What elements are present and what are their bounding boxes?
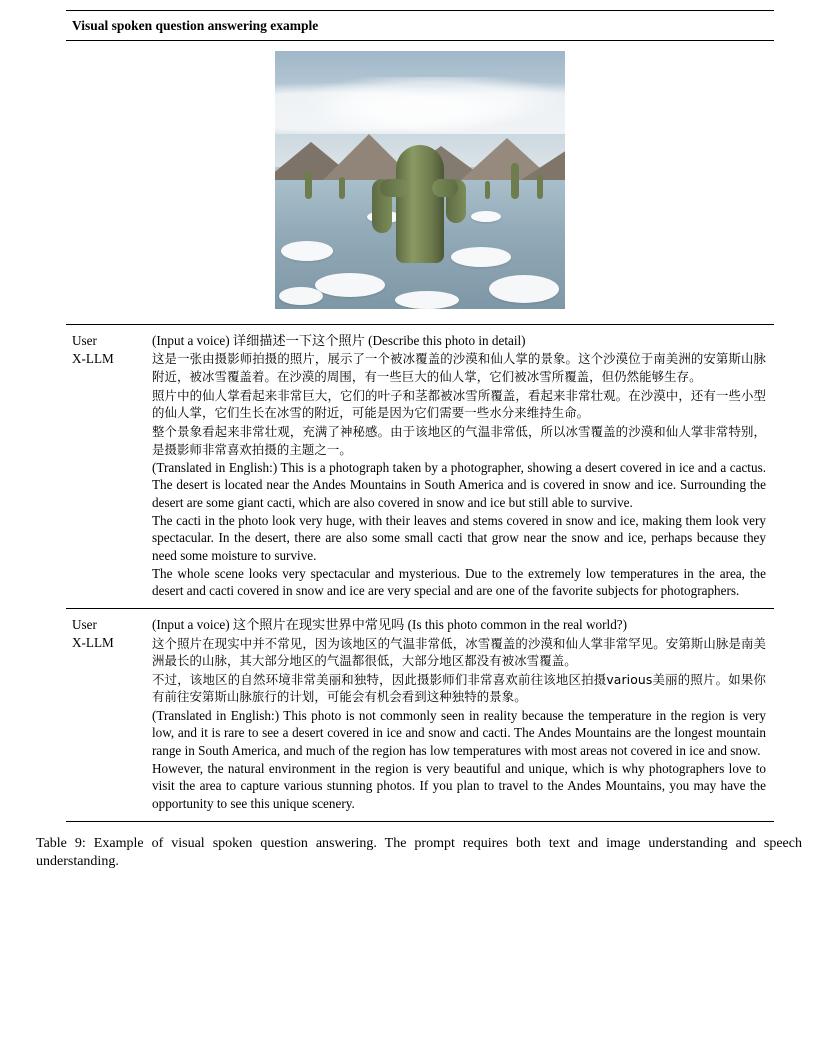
dialogue-turn <box>66 325 774 608</box>
salt-patch <box>489 275 559 303</box>
turn-content <box>152 332 774 600</box>
speaker-column <box>66 332 152 367</box>
speaker-user-label: User <box>72 333 97 349</box>
speaker-model-label: X-LLM <box>72 350 114 366</box>
user-utterance: (Input a voice) 详细描述一下这个照片 (Describe this photo in detail) <box>152 333 526 349</box>
translation-paragraph: However, the natural environment in the region is very beautiful and unique, which is why photographers love to visit the area to capture various stunning photos. If you plan to travel to the Andes Mountains, you may have the opportunity to see this unique scenery. <box>152 760 766 811</box>
table-header-title: Visual spoken question answering example <box>72 18 319 33</box>
speaker-user-label: User <box>72 617 97 633</box>
model-paragraph: 这个照片在现实中并不常见，因为该地区的气温非常低，冰雪覆盖的沙漠和仙人掌非常罕见。安第斯山脉是南美洲最长的山脉，其大部分地区的气温都很低，大部分地区都没有被冰雪覆盖。 <box>152 635 766 669</box>
dialogue-turn <box>66 609 774 820</box>
table-bottom-rule <box>66 821 774 822</box>
speaker-column <box>66 616 152 651</box>
turn-content <box>152 616 774 812</box>
translation-paragraph: (Translated in English:) This photo is not commonly seen in reality because the temperature in the region is very low, and it is rare to see a desert covered in ice and snow and cacti. The Andes Mountains are the longest mountain range in South America, and much of the region has low temperatures with most areas not covered in ice and snow. <box>152 708 766 758</box>
small-cactus <box>485 181 490 199</box>
model-paragraph: 不过，该地区的自然环境非常美丽和独特，因此摄影师们非常喜欢前往该地区拍摄various美丽的照片。如果你有前往安第斯山脉旅行的计划，可能会有机会看到这种独特的景象。 <box>152 671 766 705</box>
model-paragraph: 这是一张由摄影师拍摄的照片，展示了一个被冰覆盖的沙漠和仙人掌的景象。这个沙漠位于南美洲的安第斯山脉附近，被冰雪覆盖着。在沙漠的周围，有一些巨大的仙人掌，它们被冰雪所覆盖，但仍然能够生存。 <box>152 351 766 385</box>
translation-paragraph: The cacti in the photo look very huge, with their leaves and stems covered in snow and ice, making them look very spectacular. In the desert, there are also some small cacti that grow near the snow and ice, perhaps because they need some moisture to survive. <box>152 512 766 563</box>
small-cactus <box>537 175 543 199</box>
mountain-peak <box>521 150 565 180</box>
translation-paragraph: The whole scene looks very spectacular and mysterious. Due to the extremely low temperatures in the area, the desert and cacti covered in snow and ice are very special and are one of the favorite subjects for photographers. <box>152 565 766 599</box>
user-utterance: (Input a voice) 这个照片在现实世界中常见吗 (Is this photo common in the real world?) <box>152 617 628 633</box>
cactus-arm-right <box>446 179 466 223</box>
small-cactus <box>339 177 345 199</box>
speaker-model-label: X-LLM <box>72 634 114 650</box>
clouds <box>275 77 565 134</box>
example-table <box>66 10 774 822</box>
small-cactus <box>511 163 519 199</box>
model-paragraph: 整个景象看起来非常壮观，充满了神秘感。由于该地区的气温非常低，所以冰雪覆盖的沙漠和仙人掌非常特别，是摄影师非常喜欢拍摄的主题之一。 <box>152 423 766 457</box>
small-cactus <box>305 171 312 199</box>
main-cactus <box>396 145 444 263</box>
cactus-in-snowy-desert-photo <box>275 51 565 309</box>
table-caption: Table 9: Example of visual spoken question answering. The prompt requires both text and image understanding and speech understanding. <box>36 835 802 869</box>
cactus-arm-left <box>372 179 392 233</box>
model-paragraph: 照片中的仙人掌看起来非常巨大，它们的叶子和茎都被冰雪所覆盖，看起来非常壮观。在沙漠中，还有一些小型的仙人掌，它们生长在冰雪的附近，可能是因为它们需要一些水分来维持生命。 <box>152 387 766 421</box>
translation-paragraph: (Translated in English:) This is a photograph taken by a photographer, showing a desert covered in ice and a cactus. The desert is located near the Andes Mountains in South America and is covered in snow and ice. Surrounding the desert are some giant cacti, which are also covered in snow and ice but still able to survive. <box>152 460 766 510</box>
example-image-block <box>66 41 774 324</box>
